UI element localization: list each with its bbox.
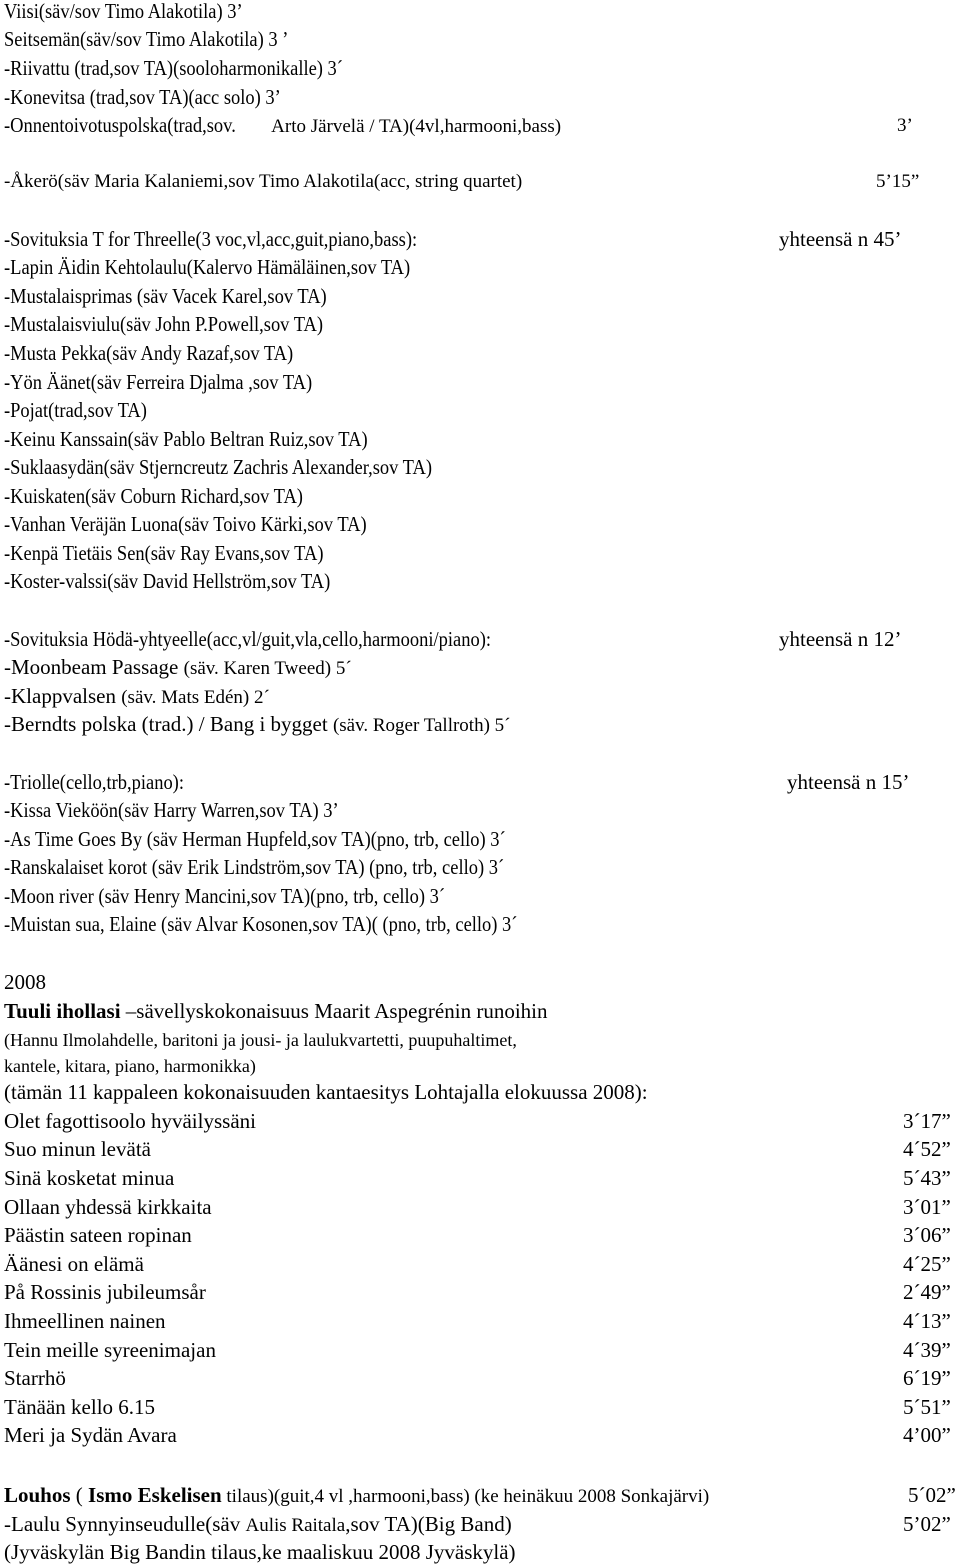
heading-triolle: -Triolle(cello,trb,piano): — [4, 770, 184, 794]
song-time: 3´17” — [903, 1109, 951, 1133]
list-item: -Keinu Kanssain(säv Pablo Beltran Ruiz,sov TA) — [4, 427, 368, 451]
list-item: -Pojat(trad,sov TA) — [4, 398, 147, 422]
song-time: 4´25” — [903, 1252, 951, 1276]
list-item: -Klappvalsen (säv. Mats Edén) 2´ — [4, 684, 270, 708]
list-item: -Mustalaisprimas (säv Vacek Karel,sov TA) — [4, 284, 327, 308]
time-akero: 5’15” — [876, 171, 920, 192]
list-item: -Yön Äänet(säv Ferreira Djalma ,sov TA) — [4, 370, 313, 394]
song-time: 4´39” — [903, 1338, 951, 1362]
song-title: Ollaan yhdessä kirkkaita — [4, 1195, 212, 1219]
song-time: 4´52” — [903, 1137, 951, 1161]
time-onnentoivotuspolska: 3’ — [897, 115, 913, 136]
song-title: Päästin sateen ropinan — [4, 1223, 192, 1247]
line-onnentoivotuspolska: -Onnentoivotuspolska(trad,sov. Arto Järvelä / TA)(4vl,harmooni,bass) — [4, 113, 562, 137]
song-time: 4´13” — [903, 1309, 951, 1333]
heading-hoda: -Sovituksia Hödä-yhtyeelle(acc,vl/guit,vla,cello,harmooni/piano): — [4, 627, 492, 651]
total-threelle: yhteensä n 45’ — [779, 227, 902, 251]
song-time: 5´43” — [903, 1166, 951, 1190]
louhos-line: Louhos ( Ismo Eskelisen tilaus)(guit,4 vl ,harmooni,bass) (ke heinäkuu 2008 Sonkajärvi) — [4, 1483, 710, 1507]
list-item: -Mustalaisviulu(säv John P.Powell,sov TA) — [4, 312, 324, 336]
list-item: -Moonbeam Passage (säv. Karen Tweed) 5´ — [4, 655, 352, 679]
work-note-2: kantele, kitara, piano, harmonikka) — [4, 1056, 256, 1076]
list-item: -Suklaasydän(säv Stjerncreutz Zachris Alexander,sov TA) — [4, 455, 432, 479]
work-title: Tuuli ihollasi — [4, 999, 121, 1023]
list-item: -As Time Goes By (säv Herman Hupfeld,sov TA)(pno, trb, cello) 3´ — [4, 827, 506, 851]
song-title: Suo minun levätä — [4, 1137, 151, 1161]
line-seitseman: Seitsemän(säv/sov Timo Alakotila) 3 ’ — [4, 27, 289, 51]
song-title: Starrhö — [4, 1366, 66, 1390]
list-item: -Moon river (säv Henry Mancini,sov TA)(pno, trb, cello) 3´ — [4, 884, 446, 908]
year-2008: 2008 — [4, 970, 46, 994]
line-viisi: Viisi(säv/sov Timo Alakotila) 3’ — [4, 0, 243, 23]
line-riivattu: -Riivattu (trad,sov TA)(sooloharmonikalle) 3´ — [4, 56, 343, 80]
work-note-1: (Hannu Ilmolahdelle, baritoni ja jousi- ja laulukvartetti, puupuhaltimet, — [4, 1030, 517, 1050]
list-item: -Muistan sua, Elaine (säv Alvar Kosonen,sov TA)( (pno, trb, cello) 3´ — [4, 912, 518, 936]
list-item: -Berndts polska (trad.) / Bang i bygget (säv. Roger Tallroth) 5´ — [4, 712, 511, 736]
laulu-line: -Laulu Synnyinseudulle(säv Aulis Raitala,sov TA)(Big Band) — [4, 1512, 512, 1536]
song-title: Äänesi on elämä — [4, 1252, 144, 1276]
total-triolle: yhteensä n 15’ — [787, 770, 910, 794]
work-note-3: (tämän 11 kappaleen kokonaisuuden kantaesitys Lohtajalla elokuussa 2008): — [4, 1080, 648, 1104]
louhos-time: 5´02” — [908, 1483, 956, 1507]
list-item: -Musta Pekka(säv Andy Razaf,sov TA) — [4, 341, 294, 365]
list-item: -Kissa Vieköön(säv Harry Warren,sov TA) 3’ — [4, 798, 339, 822]
laulu-note: (Jyväskylän Big Bandin tilaus,ke maaliskuu 2008 Jyväskylä) — [4, 1540, 516, 1564]
laulu-time: 5’02” — [903, 1512, 951, 1536]
line-konevitsa: -Konevitsa (trad,sov TA)(acc solo) 3’ — [4, 85, 281, 109]
song-title: På Rossinis jubileumsår — [4, 1280, 206, 1304]
list-item: -Kenpä Tietäis Sen(säv Ray Evans,sov TA) — [4, 541, 324, 565]
total-hoda: yhteensä n 12’ — [779, 627, 902, 651]
list-item: -Kuiskaten(säv Coburn Richard,sov TA) — [4, 484, 303, 508]
song-time: 5´51” — [903, 1395, 951, 1419]
song-title: Sinä kosketat minua — [4, 1166, 175, 1190]
line-akero: -Åkerö(säv Maria Kalaniemi,sov Timo Alakotila(acc, string quartet) — [4, 171, 523, 192]
song-title: Olet fagottisoolo hyväilyssäni — [4, 1109, 256, 1133]
song-title: Tänään kello 6.15 — [4, 1395, 156, 1419]
list-item: -Vanhan Veräjän Luona(säv Toivo Kärki,sov TA) — [4, 512, 367, 536]
song-time: 6´19” — [903, 1366, 951, 1390]
heading-threelle: -Sovituksia T for Threelle(3 voc,vl,acc,guit,piano,bass): — [4, 227, 418, 251]
song-time: 4’00” — [903, 1423, 951, 1447]
song-time: 2´49” — [903, 1280, 951, 1304]
list-item: -Lapin Äidin Kehtolaulu(Kalervo Hämäläinen,sov TA) — [4, 255, 411, 279]
list-item: -Koster-valssi(säv David Hellström,sov TA) — [4, 569, 331, 593]
song-time: 3´01” — [903, 1195, 951, 1219]
song-title: Tein meille syreenimajan — [4, 1338, 216, 1362]
list-item: -Ranskalaiset korot (säv Erik Lindström,sov TA) (pno, trb, cello) 3´ — [4, 855, 505, 879]
song-title: Meri ja Sydän Avara — [4, 1423, 177, 1447]
song-title: Ihmeellinen nainen — [4, 1309, 166, 1333]
song-time: 3´06” — [903, 1223, 951, 1247]
work-title-line: Tuuli ihollasi –sävellyskokonaisuus Maarit Aspegrénin runoihin — [4, 999, 548, 1023]
